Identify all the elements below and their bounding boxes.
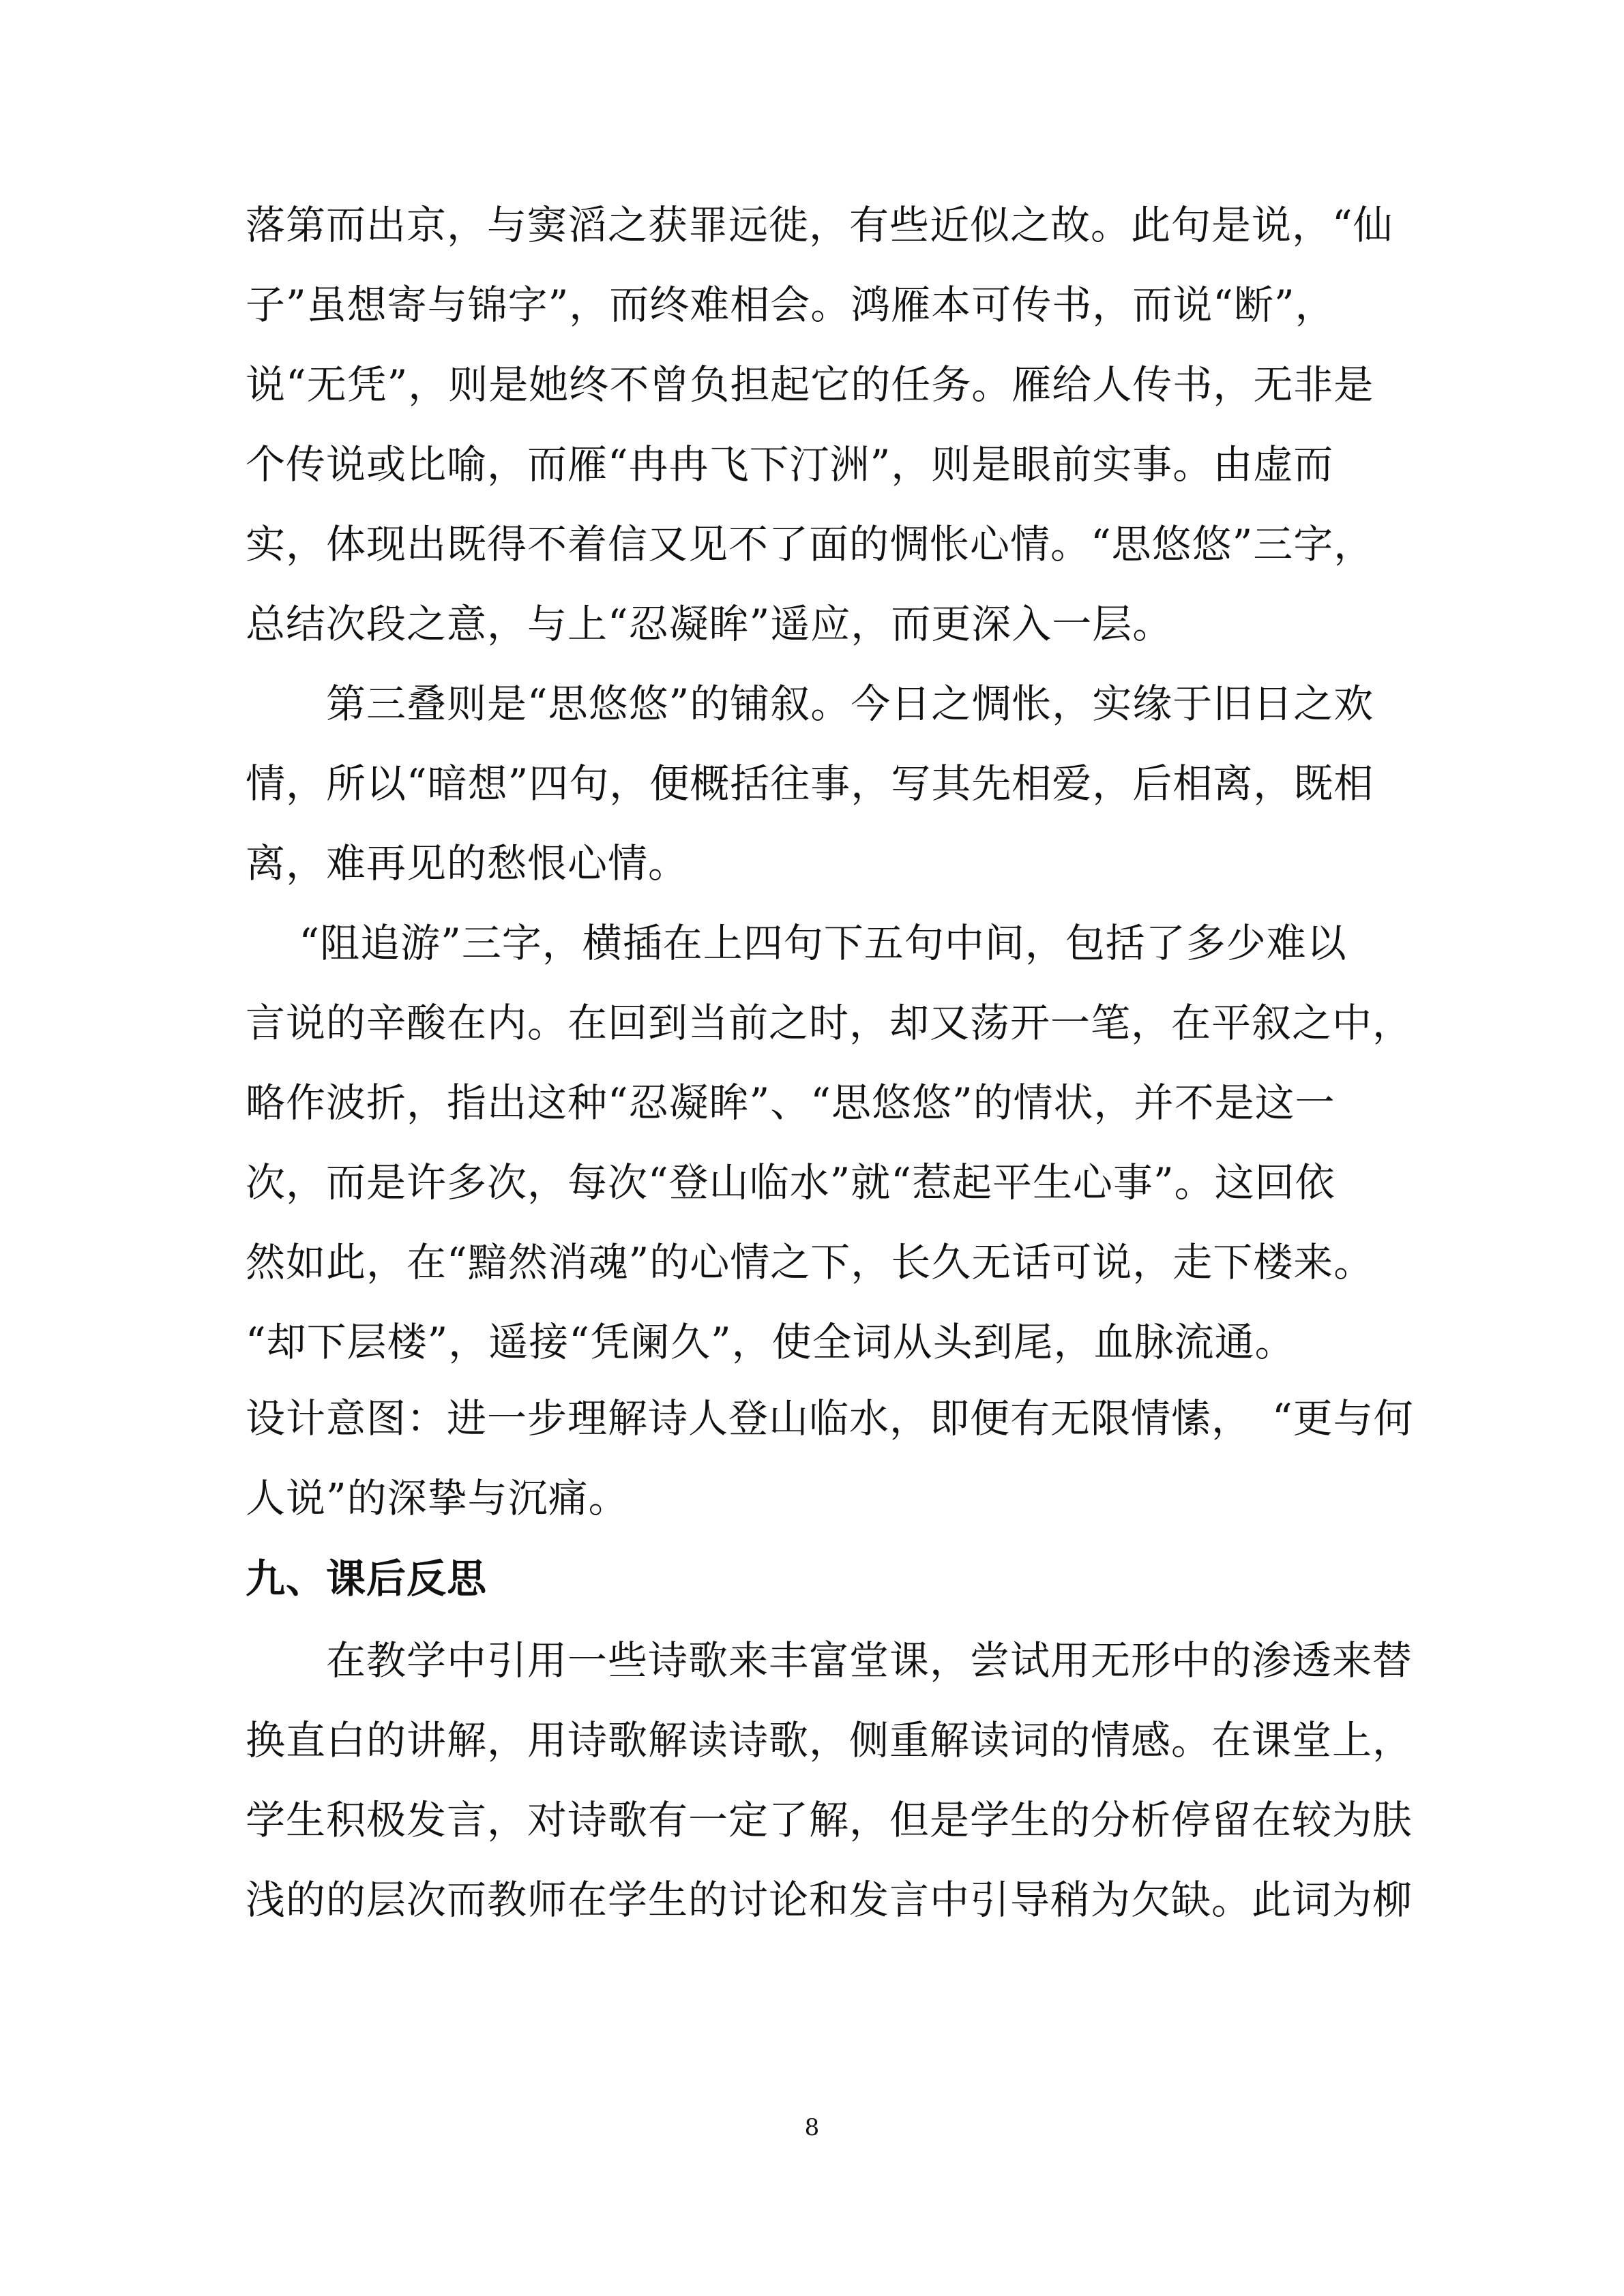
text-line: 离，难再见的愁恨心情。	[246, 840, 689, 886]
section-heading: 九、课后反思	[246, 1555, 488, 1602]
text-line: 说“无凭”，则是她终不曾负担起它的任务。雁给人传书，无非是	[246, 361, 1374, 408]
page-number: 8	[804, 2114, 820, 2141]
text-line: 情，所以“暗想”四句，便概括往事，写其先相爱，后相离，既相	[246, 760, 1374, 807]
text-line: 设计意图：进一步理解诗人登山临水，即便有无限情愫， “更与何	[246, 1395, 1414, 1442]
text-line: 人说”的深挚与沉痛。	[246, 1475, 629, 1521]
text-line: 第三叠则是“思悠悠”的铺叙。今日之惆怅，实缘于旧日之欢	[246, 681, 1374, 727]
text-line: 个传说或比喻，而雁“冉冉飞下汀洲”，则是眼前实事。由虚而	[246, 441, 1334, 488]
text-line: 言说的辛酸在内。在回到当前之时，却又荡开一笔，在平叙之中，	[246, 1000, 1413, 1046]
text-line: 学生积极发言，对诗歌有一定了解，但是学生的分析停留在较为肤	[246, 1797, 1413, 1843]
text-line: 实，体现出既得不着信又见不了面的惆怅心情。“思悠悠”三字，	[246, 521, 1374, 567]
text-line: “阻追游”三字，横插在上四句下五句中间，包括了多少难以	[246, 920, 1347, 966]
text-line: 总结次段之意，与上“忍凝眸”遥应，而更深入一层。	[246, 601, 1173, 647]
text-line: 略作波折，指出这种“忍凝眸”、“思悠悠”的情状，并不是这一	[246, 1079, 1335, 1126]
text-line: 在教学中引用一些诗歌来丰富堂课，尝试用无形中的渗透来替	[246, 1637, 1413, 1684]
text-line: 然如此，在“黯然消魂”的心情之下，长久无话可说，走下楼来。	[246, 1239, 1374, 1285]
text-line: “却下层楼”，遥接“凭阑久”，使全词从头到尾，血脉流通。	[246, 1319, 1295, 1365]
text-line: 落第而出京，与窦滔之获罪远徙，有些近似之故。此句是说，“仙	[246, 202, 1393, 248]
text-line: 换直白的讲解，用诗歌解读诗歌，侧重解读词的情感。在课堂上，	[246, 1717, 1413, 1763]
text-line: 次，而是许多次，每次“登山临水”就“惹起平生心事”。这回依	[246, 1159, 1335, 1206]
text-line: 浅的的层次而教师在学生的讨论和发言中引导稍为欠缺。此词为柳	[246, 1877, 1413, 1923]
text-line: 子”虽想寄与锦字”，而终难相会。鸿雁本可传书，而说“断”，	[246, 282, 1335, 328]
